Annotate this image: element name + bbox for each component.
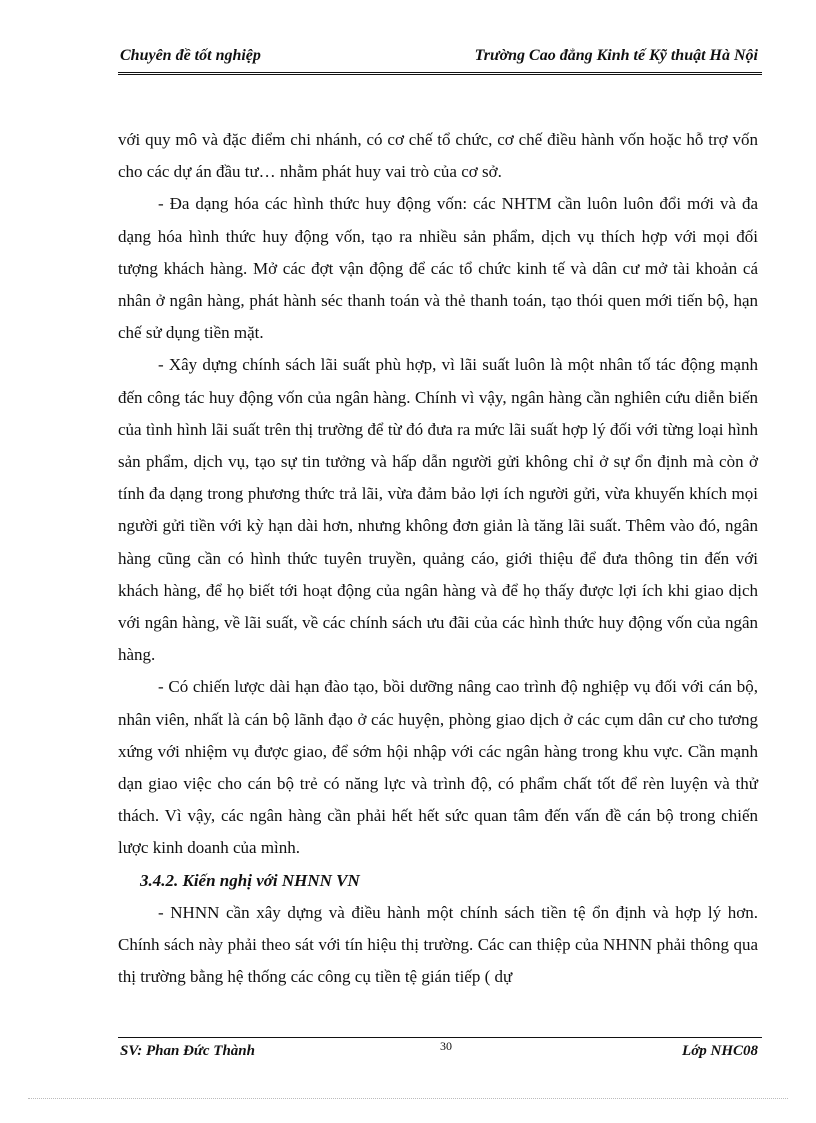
page-header <box>118 42 762 75</box>
header-title-right: Trường Cao đẳng Kinh tế Kỹ thuật Hà Nội <box>474 47 758 64</box>
footer-student-name: SV: Phan Đức Thành <box>120 1043 255 1059</box>
paragraph-diversify-mobilization: - Đa dạng hóa các hình thức huy động vốn: các NHTM cần luôn luôn đổi mới và đa dạng hóa hình thức huy động vốn, tạo ra nhiều sản phẩm, dịch vụ thích hợp với mọi đối tượng khách hàng. Mở các đợt vận động để các tổ chức kinh tế và dân cư mở tài khoản cá nhân ở ngân hàng, phát hành séc thanh toán và thẻ thanh toán, tạo thói quen mới tiến bộ, hạn chế sử dụng tiền mặt. <box>118 194 758 343</box>
page-body <box>118 124 758 993</box>
paragraph-nhnn-policy: - NHNN cần xây dựng và điều hành một chính sách tiền tệ ổn định và hợp lý hơn. Chính sách này phải theo sát với tín hiệu thị trường. Các can thiệp của NHNN phải thông qua thị trường bằng hệ thống các công cụ tiền tệ gián tiếp ( dự <box>118 902 758 987</box>
header-title-left: Chuyên đề tốt nghiệp <box>120 47 261 64</box>
section-heading: 3.4.2. Kiến nghị với NHNN VN <box>140 870 360 890</box>
footer-class-name: Lớp NHC08 <box>682 1043 758 1059</box>
page-bottom-divider <box>28 1098 788 1099</box>
paragraph-continuation: với quy mô và đặc điểm chi nhánh, có cơ chế tổ chức, cơ chế điều hành vốn hoặc hỗ trợ vốn cho các dự án đầu tư… nhằm phát huy vai trò của cơ sở. <box>118 130 758 182</box>
page-footer <box>118 1037 762 1066</box>
page-number: 30 <box>440 1039 452 1053</box>
paragraph-staff-training: - Có chiến lược dài hạn đào tạo, bồi dưỡng nâng cao trình độ nghiệp vụ đối với cán bộ, nhân viên, nhất là cán bộ lãnh đạo ở các huyện, phòng giao dịch ở các cụm dân cư cho tương xứng với nhiệm vụ được giao, để sớm hội nhập với các ngân hàng trong khu vực. Cần mạnh dạn giao việc cho cán bộ trẻ có năng lực và trình độ, có phẩm chất tốt để rèn luyện và thử thách. Vì vậy, các ngân hàng cần phải hết hết sức quan tâm đến vấn đề cán bộ trong chiến lược kinh doanh của mình. <box>118 677 758 858</box>
paragraph-interest-rate-policy: - Xây dựng chính sách lãi suất phù hợp, vì lãi suất luôn là một nhân tố tác động mạnh đến công tác huy động vốn của ngân hàng. Chính vì vậy, ngân hàng cần nghiên cứu diễn biến của tình hình lãi suất trên thị trường để từ đó đưa ra mức lãi suất hợp lý đối với từng loại hình sản phẩm, dịch vụ, tạo sự tin tưởng và hấp dẫn người gửi không chỉ ở sự ổn định mà còn ở tính đa dạng trong phương thức trả lãi, vừa đảm bảo lợi ích người gửi, vừa khuyến khích mọi người gửi tiền với kỳ hạn dài hơn, nhưng không đơn giản là tăng lãi suất. Thêm vào đó, ngân hàng cũng cần có hình thức tuyên truyền, quảng cáo, giới thiệu để đưa thông tin đến với khách hàng, để họ biết tới hoạt động của ngân hàng và để họ thấy được lợi ích khi giao dịch với ngân hàng, về lãi suất, về các chính sách ưu đãi của các hình thức huy động vốn của ngân hàng. <box>118 355 758 665</box>
